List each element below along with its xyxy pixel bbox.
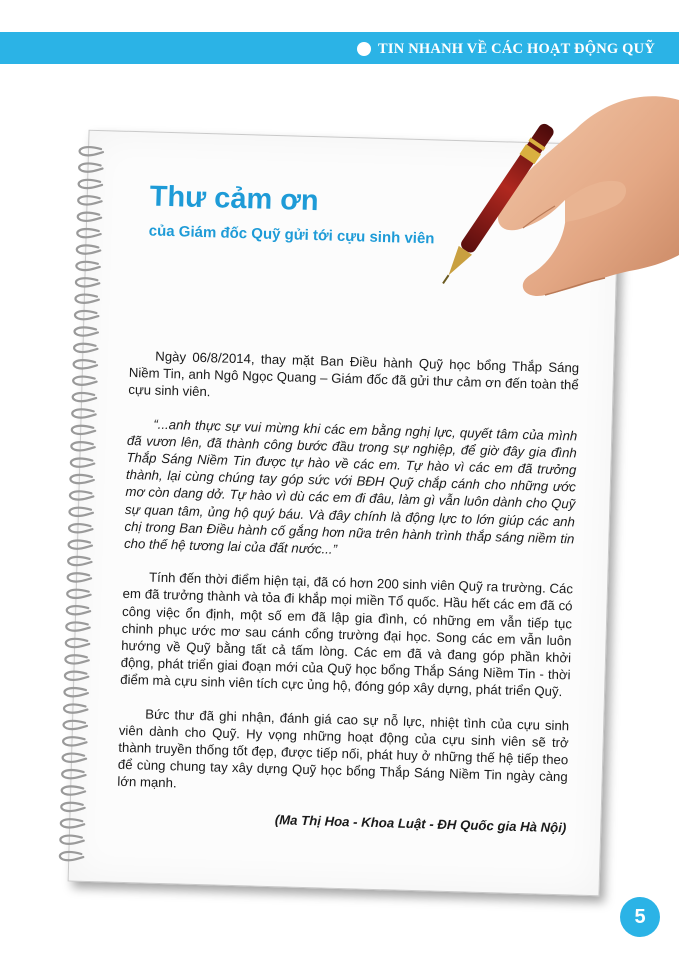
- letter-body: [116, 347, 580, 852]
- paragraph-quote: “...anh thực sự vui mừng khi các em bằng nghị lực, quyết tâm của mình đã vươn lên, đã thành công bước đầu trong sự nghiệp, để giờ đây gia đình Thắp Sáng Niềm Tin được tự hào về các em. Tự hào vì các em đã trưởng thành, lại cùng chúng tay góp sức với BĐH Quỹ chắp cánh cho những ước mơ còn dang dở. Tự hào vì dù các em đi đâu, làm gì vẫn luôn dành cho Quỹ sự quan tâm, ủng hộ quý báu. Và đây chính là động lực to lớn giúp các anh chị trong Ban Điều hành cố gắng hơn nữa trên hành trình thắp sáng niềm tin cho thế hệ tương lai của đất nước...”: [123, 416, 578, 557]
- paragraph-graduates: Tính đến thời điểm hiện tại, đã có hơn 200 sinh viên Quỹ ra trường. Các em đã trưởng thành và tỏa đi khắp mọi miền Tổ quốc. Hầu hết các em đã có công việc ổn định, một số em đã lập gia đình, có những em vẫn tiếp tục chinh phục ước mơ sau cánh cổng trường đại học. Song các em vẫn luôn hướng về Quỹ bằng tất cả tấm lòng. Các em đã và đang góp phần khởi động, phát triển giai đoạn mới của Quỹ học bổng Thắp Sáng Niềm Tin - thời điểm mà cựu sinh viên tích cực ủng hộ, đóng góp xây dựng, phát triển Quỹ.: [120, 569, 574, 700]
- spiral-binding-icon: [51, 140, 111, 871]
- hand-with-pen-icon: [405, 60, 679, 310]
- letter-title: Thư cảm ơn: [149, 180, 320, 218]
- section-header: [357, 38, 655, 60]
- paragraph-closing: Bức thư đã ghi nhận, đánh giá cao sự nỗ lực, nhiệt tình của cựu sinh viên dành cho Quỹ. Hy vọng những hoạt động của cựu sinh viên sẽ trở thành truyền thống tốt đẹp, được tiếp nối, phát huy ở những thế hệ tiếp theo để cùng chung tay xây dựng Quỹ học bổng Thắp Sáng Niềm Tin ngày càng lớn mạnh.: [117, 706, 570, 791]
- letter-subtitle: của Giám đốc Quỹ gửi tới cựu sinh viên: [148, 222, 435, 248]
- author-signature: (Ma Thị Hoa - Khoa Luật - ĐH Quốc gia Hà Nội): [274, 811, 567, 835]
- section-title: TIN NHANH VỀ CÁC HOẠT ĐỘNG QUỸ: [378, 40, 655, 57]
- paragraph-intro: Ngày 06/8/2014, thay mặt Ban Điều hành Quỹ học bổng Thắp Sáng Niềm Tin, anh Ngô Ngọc Quang – Giám đốc đã gửi thư cảm ơn đến toàn thể cựu sinh viên.: [128, 348, 580, 400]
- page-number: 5: [620, 897, 660, 937]
- bullet-dot-icon: [357, 42, 371, 56]
